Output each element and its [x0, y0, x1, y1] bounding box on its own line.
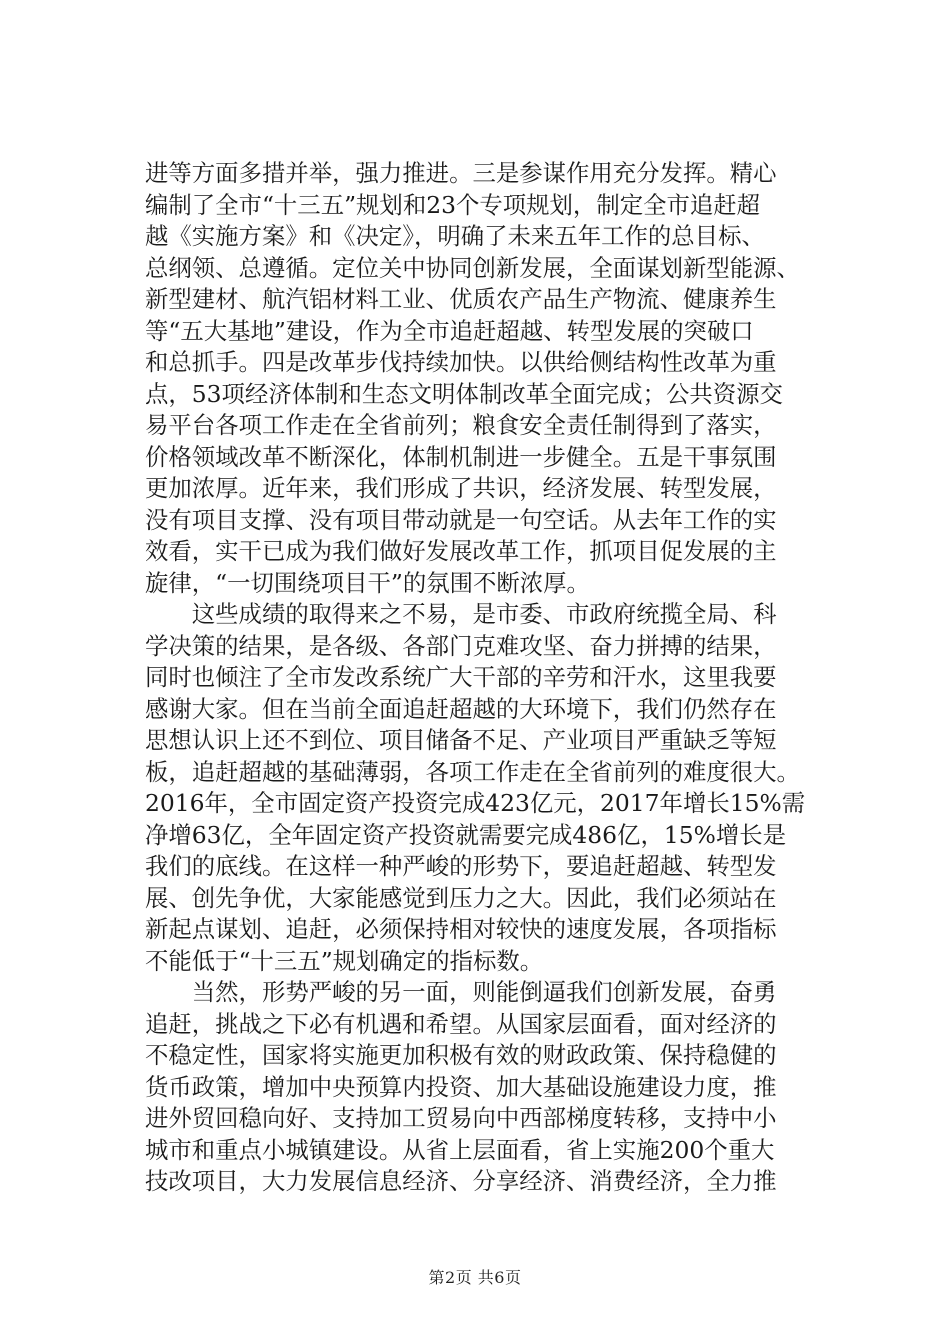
text-line: 总纲领、总遵循。定位关中协同创新发展，全面谋划新型能源、 [145, 253, 800, 282]
text-line: 价格领域改革不断深化，体制机制进一步健全。五是干事氛围 [145, 442, 777, 471]
paragraph-3 [145, 977, 835, 1198]
text-line: 展、创先争优，大家能感觉到压力之大。因此，我们必须站在 [145, 883, 777, 912]
page-number-footer: 第2页 共6页 [428, 1268, 522, 1287]
text-line: 新型建材、航汽铝材料工业、优质农产品生产物流、健康养生 [145, 285, 777, 313]
text-line: 没有项目支撑、没有项目带动就是一句空话。从去年工作的实 [145, 505, 777, 534]
text-line: 不稳定性，国家将实施更加积极有效的财政政策、保持稳健的 [145, 1041, 777, 1069]
text-line: 追赶，挑战之下必有机遇和希望。从国家层面看，面对经济的 [145, 1009, 777, 1038]
text-line: 思想认识上还不到位、项目储备不足、产业项目严重缺乏等短 [145, 726, 777, 754]
text-line: 同时也倾注了全市发改系统广大干部的辛劳和汗水，这里我要 [145, 663, 777, 691]
text-line: 技改项目，大力发展信息经济、分享经济、消费经济，全力推 [145, 1167, 777, 1195]
text-line: 点，53项经济体制和生态文明体制改革全面完成；公共资源交 [145, 379, 783, 408]
text-line: 我们的底线。在这样一种严峻的形势下，要追赶超越、转型发 [145, 852, 777, 880]
text-line: 易平台各项工作走在全省前列；粮食安全责任制得到了落实， [145, 411, 777, 439]
text-line: 板，追赶超越的基础薄弱，各项工作走在全省前列的难度很大。 [145, 757, 800, 786]
paragraph-2 [145, 599, 835, 977]
text-line: 更加浓厚。近年来，我们形成了共识，经济发展、转型发展， [145, 474, 777, 502]
text-line: 2016年，全市固定资产投资完成423亿元，2017年增长15%需 [145, 789, 806, 817]
text-line: 编制了全市“十三五”规划和23个专项规划，制定全市追赶超 [145, 190, 761, 219]
text-line: 越《实施方案》和《决定》，明确了未来五年工作的总目标、 [145, 222, 765, 250]
text-line: 城市和重点小城镇建设。从省上层面看，省上实施200个重大 [145, 1135, 775, 1164]
text-line: 感谢大家。但在当前全面追赶超越的大环境下，我们仍然存在 [145, 694, 777, 723]
text-line: 净增63亿，全年固定资产投资就需要完成486亿，15%增长是 [145, 820, 786, 849]
paragraph-1 [145, 158, 835, 599]
text-line: 进等方面多措并举，强力推进。三是参谋作用充分发挥。精心 [145, 159, 777, 187]
text-line: 这些成绩的取得来之不易，是市委、市政府统揽全局、科 [145, 600, 777, 628]
text-line: 学决策的结果，是各级、各部门克难攻坚、奋力拼搏的结果， [145, 631, 777, 660]
text-line: 不能低于“十三五”规划确定的指标数。 [145, 946, 544, 975]
text-line: 和总抓手。四是改革步伐持续加快。以供给侧结构性改革为重 [145, 348, 777, 376]
text-line: 旋律，“一切围绕项目干”的氛围不断浓厚。 [145, 568, 590, 597]
text-line: 等“五大基地”建设，作为全市追赶超越、转型发展的突破口 [145, 316, 754, 345]
text-line: 进外贸回稳向好、支持加工贸易向中西部梯度转移，支持中小 [145, 1104, 777, 1132]
text-line: 货币政策，增加中央预算内投资、加大基础设施建设力度，推 [145, 1072, 777, 1101]
text-line: 效看，实干已成为我们做好发展改革工作，抓项目促发展的主 [145, 537, 777, 565]
document-body [145, 158, 835, 1198]
text-line: 新起点谋划、追赶，必须保持相对较快的速度发展，各项指标 [145, 915, 777, 943]
text-line: 当然，形势严峻的另一面，则能倒逼我们创新发展，奋勇 [145, 978, 777, 1006]
